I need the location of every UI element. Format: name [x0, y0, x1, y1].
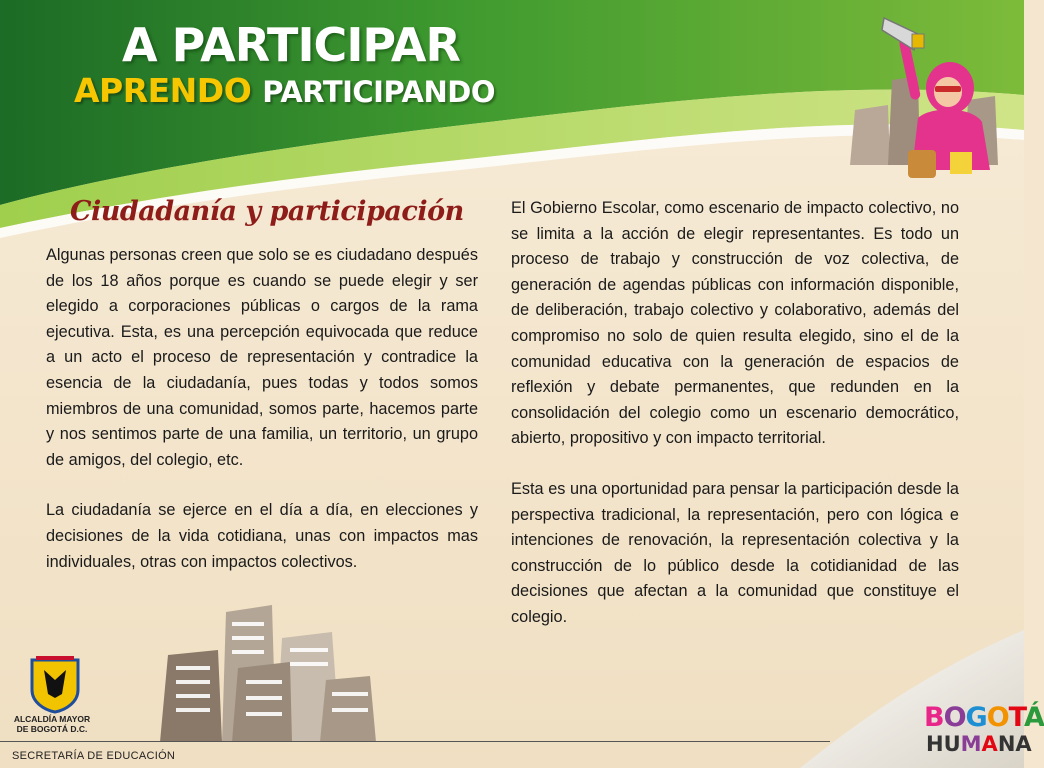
footer-divider [0, 741, 830, 742]
brand-logo-bogota [924, 704, 1044, 731]
brand-letter: B [924, 702, 944, 733]
brand-letter: G [965, 702, 987, 733]
subtitle-word-participando: PARTICIPANDO [262, 75, 495, 109]
section-heading: Ciudadanía y participación [70, 196, 464, 227]
brand-letter: M [960, 732, 982, 756]
subtitle-word-aprendo: APRENDO [74, 71, 252, 110]
left-column [46, 243, 478, 575]
brand-letter: O [943, 702, 966, 733]
brand-letter: O [986, 702, 1009, 733]
brand-letter: Á [1024, 702, 1044, 733]
alcaldia-line-2: DE BOGOTÁ D.C. [16, 724, 88, 734]
left-paragraph-2: La ciudadanía se ejerce en el día a día, en elecciones y decisiones de la vida cotidiana, unas con impactos mas individuales, otras con impactos colectivos. [46, 501, 478, 571]
page-subtitle [74, 71, 495, 110]
brand-letter: N [997, 732, 1016, 756]
brand-letter: A [981, 732, 998, 756]
alcaldia-line-1: ALCALDÍA MAYOR [13, 714, 91, 724]
brand-letter: H [926, 732, 944, 756]
alcaldia-label [10, 714, 94, 734]
brand-letter: U [943, 732, 961, 756]
brand-logo-humana [926, 734, 1032, 755]
right-column [511, 196, 959, 631]
brand-letter: T [1008, 702, 1024, 733]
right-paragraph-2: Esta es una oportunidad para pensar la participación desde la perspectiva tradicional, la representación, pero con lógica e intenciones de renovación, la representación colectiva y la construcción de lo público desde la cotidianidad de las decisiones que afectan a la comunidad que constituye el colegio. [511, 479, 959, 626]
left-paragraph-1: Algunas personas creen que solo se es ciudadano después de los 18 años porque es cuando se puede elegir y ser elegido a corporaciones públicas o cargos de la rama ejecutiva. Esta, es una percepción equivocada que reduce a un acto el proceso de representación y contradice la esencia de la ciudadanía, pues todas y todos somos miembros de una comunidad, somos parte, hacemos parte y nos sentimos parte de una familia, un territorio, un grupo de amigos, del colegio, etc. [46, 246, 478, 469]
bogota-coat-of-arms-icon [32, 656, 78, 712]
secretaria-label: SECRETARÍA DE EDUCACIÓN [12, 750, 176, 762]
brand-letter: A [1015, 732, 1032, 756]
page-title: A PARTICIPAR [122, 18, 460, 72]
right-paragraph-1: El Gobierno Escolar, como escenario de impacto colectivo, no se limita a la acción de elegir representantes. Es todo un proceso de trabajo y construcción de voz colectiva, de generación de agendas públicas con información disponible, de deliberación, trabajo colectivo y colaborativo, además del compromiso no solo de quien resulta elegido, sino el de la comunidad educativa con la generación de espacios de reflexión y debate permanentes, que redunden en la consolidación del colegio como un escenario democrático, abierto, propositivo y con impacto territorial. [511, 199, 959, 448]
